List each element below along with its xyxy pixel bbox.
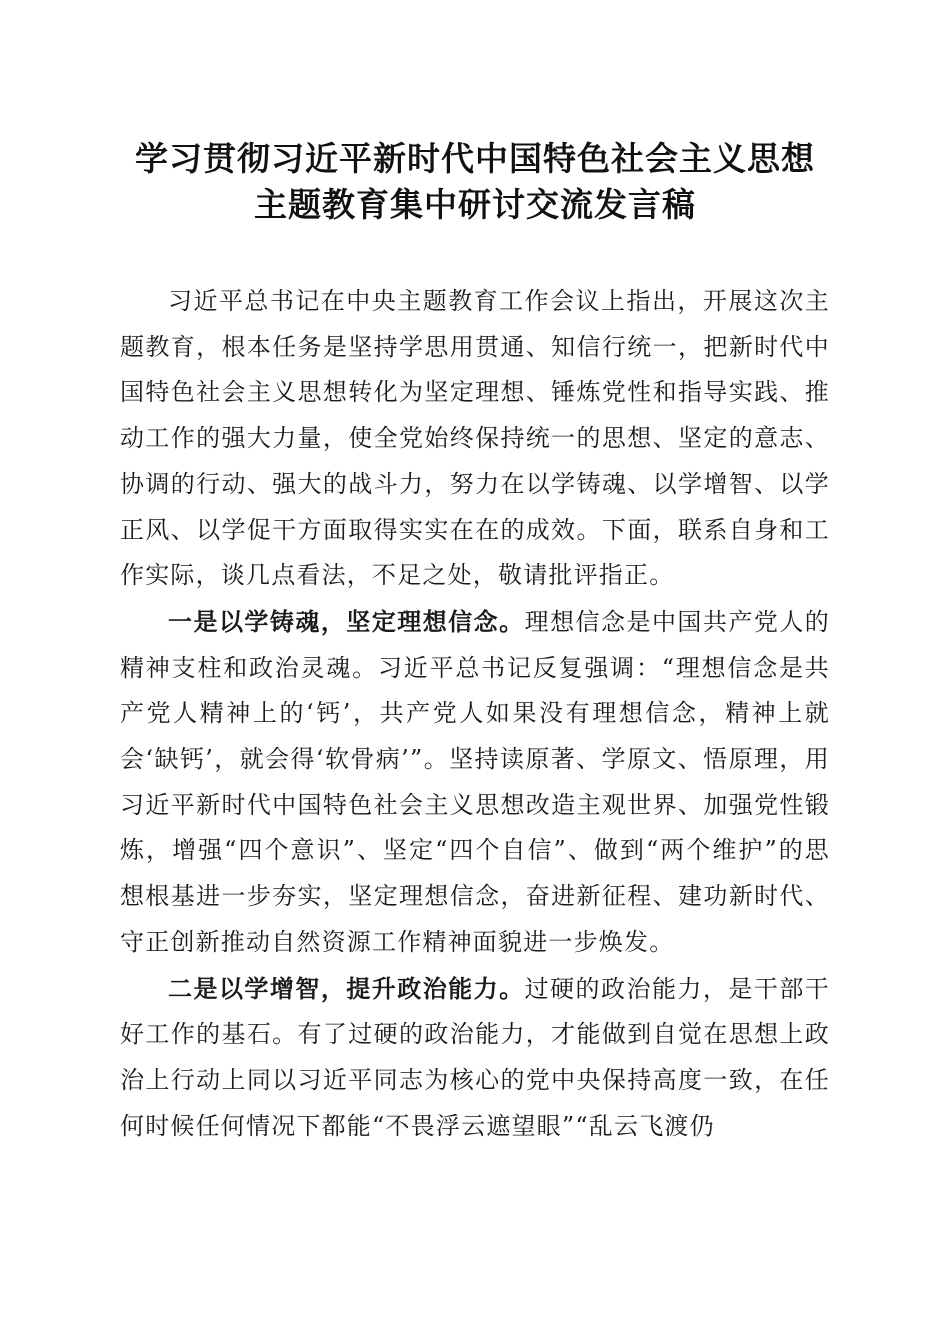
document-title-line-1: 学习贯彻习近平新时代中国特色社会主义思想 — [135, 139, 815, 178]
paragraph-text: 习近平总书记在中央主题教育工作会议上指出，开展这次主题教育，根本任务是坚持学思用贯通、知信行统一，把新时代中国特色社会主义思想转化为坚定理想、锤炼党性和指导实践、推动工作的强大力量，使全党始终保持统一的思想、坚定的意志、协调的行动、强大的战斗力，努力在以学铸魂、以学增智、以学正风、以学促干方面取得实实在在的成效。下面，联系自身和工作实际，谈几点看法，不足之处，敬请批评指正。 — [120, 287, 830, 590]
paragraph-point-2 — [120, 966, 830, 1150]
paragraph-text: 理想信念是中国共产党人的精神支柱和政治灵魂。习近平总书记反复强调：“理想信念是共产党人精神上的‘钙’，共产党人如果没有理想信念，精神上就会‘缺钙’，就会得‘软骨病’”。坚持读原著、学原文、悟原理，用习近平新时代中国特色社会主义思想改造主观世界、加强党性锻炼，增强“四个意识”、坚定“四个自信”、做到“两个维护”的思想根基进一步夯实，坚定理想信念，奋进新征程、建功新时代、守正创新推动自然资源工作精神面貌进一步焕发。 — [120, 607, 830, 956]
paragraph-lead: 二是以学增智，提升政治能力。 — [168, 973, 525, 1003]
paragraph-lead: 一是以学铸魂，坚定理想信念。 — [168, 606, 525, 636]
document-body — [120, 279, 830, 1149]
paragraph-point-1 — [120, 599, 830, 966]
paragraph-intro — [120, 279, 830, 599]
paragraph-text: 过硬的政治能力，是干部干好工作的基石。有了过硬的政治能力，才能做到自觉在思想上政治上行动上同以习近平同志为核心的党中央保持高度一致，在任何时候任何情况下都能“不畏浮云遮望眼”“乱云飞渡仍 — [120, 974, 830, 1140]
document-title-line-2: 主题教育集中研讨交流发言稿 — [254, 185, 696, 224]
